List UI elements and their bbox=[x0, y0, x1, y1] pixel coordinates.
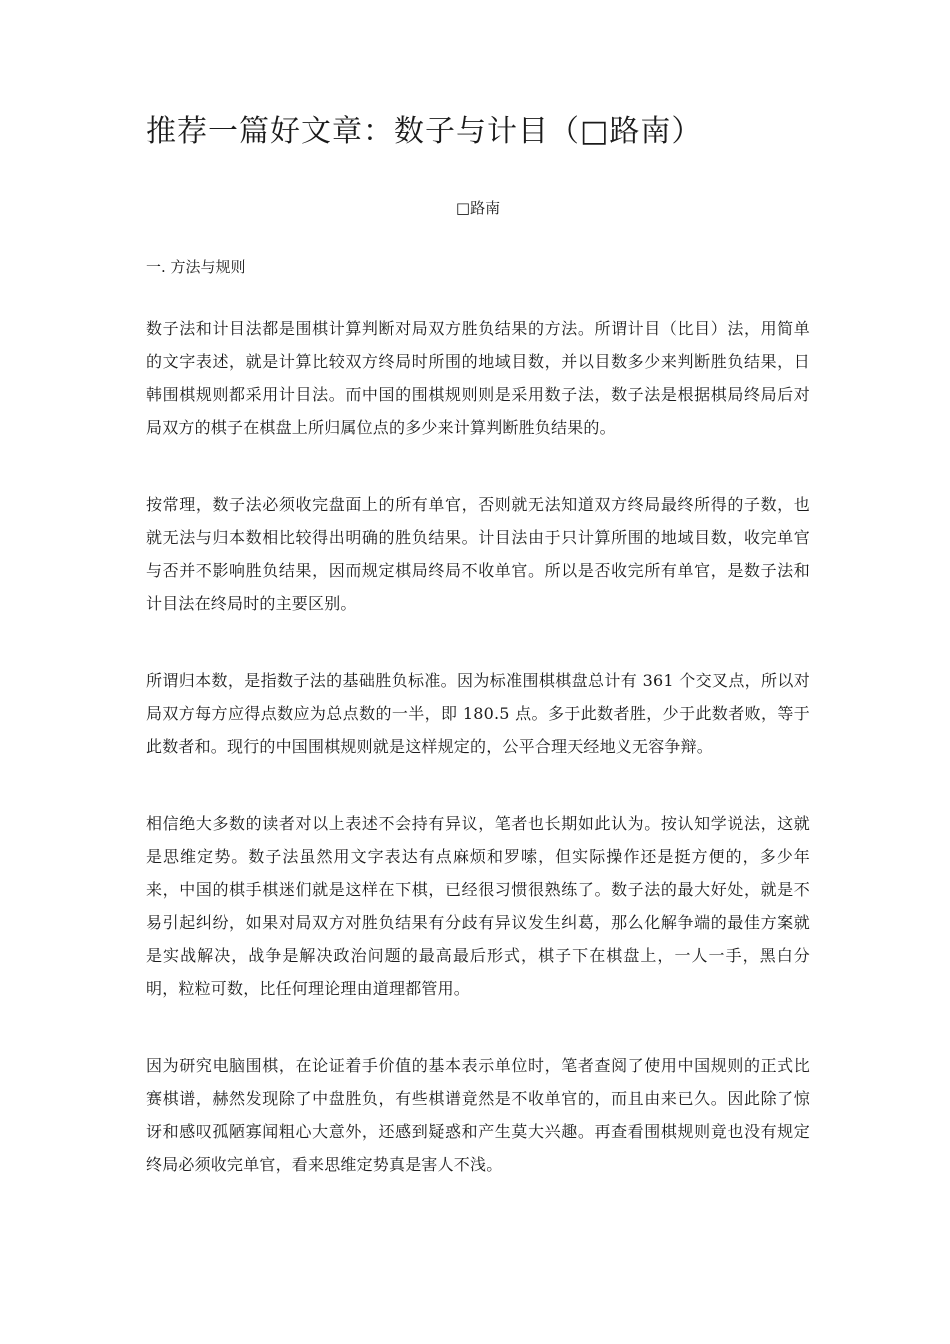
paragraph-1: 数子法和计目法都是围棋计算判断对局双方胜负结果的方法。所谓计目（比目）法，用简单的文字表述，就是计算比较双方终局时所围的地域目数，并以目数多少来判断胜负结果，日韩围棋规则都采用计目法。而中国的围棋规则则是采用数子法，数子法是根据棋局终局后对局双方的棋子在棋盘上所归属位点的多少来计算判断胜负结果的。 bbox=[146, 319, 810, 437]
paragraph-2: 按常理，数子法必须收完盘面上的所有单官，否则就无法知道双方终局最终所得的子数，也就无法与归本数相比较得出明确的胜负结果。计目法由于只计算所围的地域目数，收完单官与否并不影响胜负结果，因而规定棋局终局不收单官。所以是否收完所有单官，是数子法和计目法在终局时的主要区别。 bbox=[146, 495, 810, 613]
paragraph-4: 相信绝大多数的读者对以上表述不会持有异议，笔者也长期如此认为。按认知学说法，这就是思维定势。数子法虽然用文字表达有点麻烦和罗嗦，但实际操作还是挺方便的，多少年来，中国的棋手棋迷们就是这样在下棋，已经很习惯很熟练了。数子法的最大好处，就是不易引起纠纷，如果对局双方对胜负结果有分歧有异议发生纠葛，那么化解争端的最佳方案就是实战解决，战争是解决政治问题的最高最后形式，棋子下在棋盘上，一人一手，黑白分明，粒粒可数，比任何理论理由道理都管用。 bbox=[146, 814, 810, 998]
paragraph-5: 因为研究电脑围棋，在论证着手价值的基本表示单位时，笔者查阅了使用中国规则的正式比赛棋谱，赫然发现除了中盘胜负，有些棋谱竟然是不收单官的，而且由来已久。因此除了惊讶和感叹孤陋寡闻粗心大意外，还感到疑惑和产生莫大兴趣。再查看围棋规则竟也没有规定终局必须收完单官，看来思维定势真是害人不浅。 bbox=[146, 1056, 810, 1174]
paragraph-3: 所谓归本数，是指数子法的基础胜负标准。因为标准围棋棋盘总计有 361 个交叉点，所以对局双方每方应得点数应为总点数的一半，即 180.5 点。多于此数者胜，少于此数者败，等于此数者和。现行的中国围棋规则就是这样规定的，公平合理天经地义无容争辩。 bbox=[146, 671, 810, 756]
author-name: □路南 bbox=[455, 199, 501, 217]
article-title: 推荐一篇好文章：数子与计目（□路南） bbox=[146, 114, 703, 149]
article-body bbox=[146, 312, 810, 1225]
section-heading: 一. 方法与规则 bbox=[146, 258, 246, 276]
